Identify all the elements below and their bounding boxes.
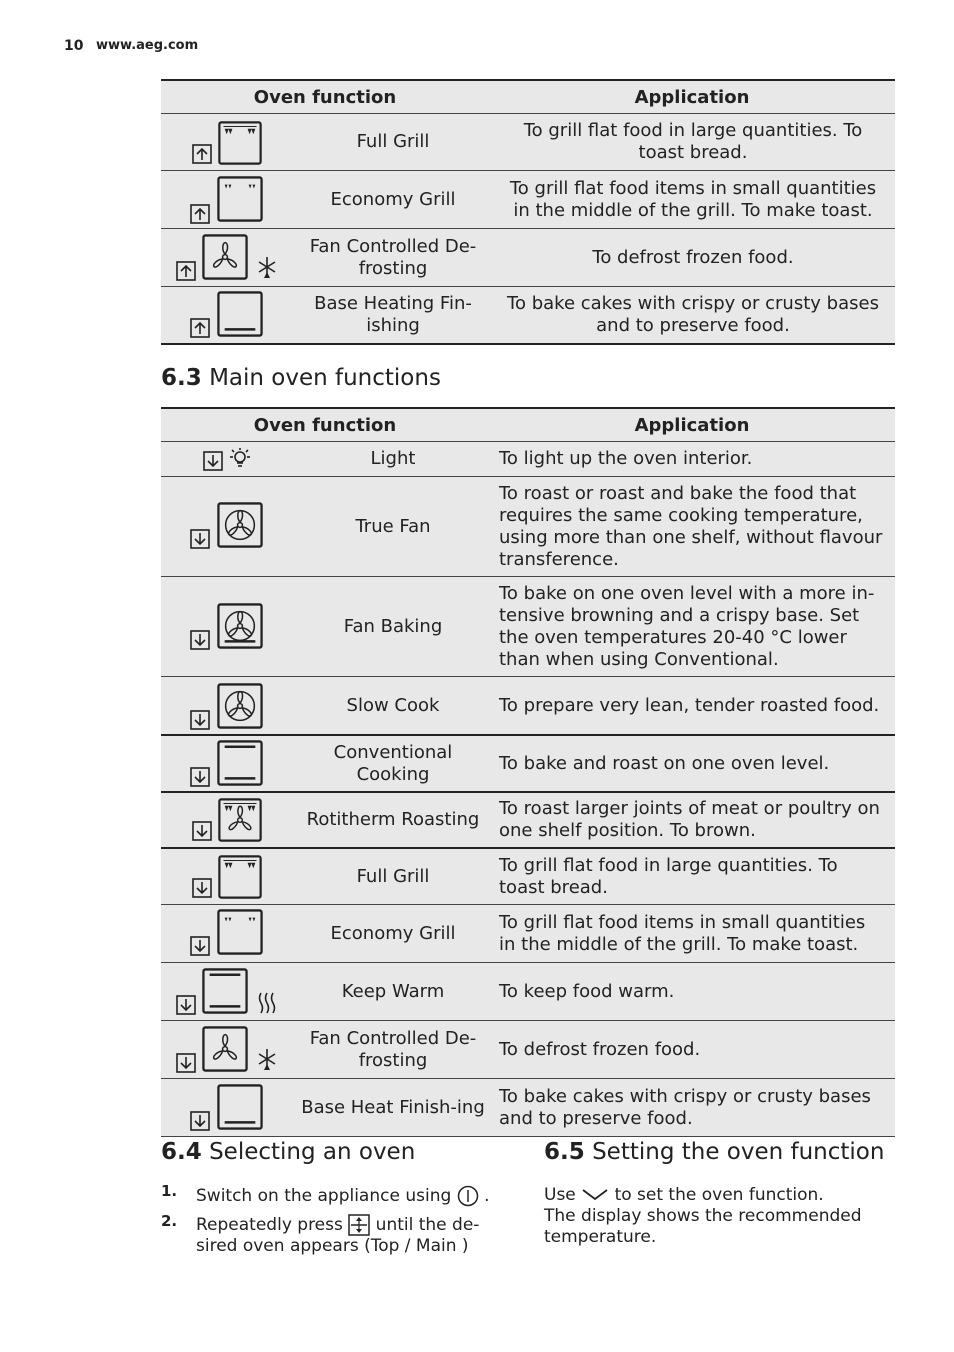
chevron-down-icon [581,1188,609,1202]
function-name: Fan Controlled De-frosting [309,235,477,279]
step-text-before: Repeatedly press [196,1215,343,1235]
table-row [161,477,895,577]
function-application: To defrost frozen food. [592,246,794,268]
economy-grill-icon [161,905,297,962]
section-title: Main oven functions [209,365,441,391]
step-number: 1. [161,1182,178,1200]
step-text [196,1185,506,1207]
table-row [161,229,895,287]
section-number: 6.3 [161,365,202,391]
page-number: 10 [64,38,84,54]
function-application: To grill flat food in large quantities. To toast bread. [523,120,863,163]
function-application: To bake cakes with crispy or crusty bases and to preserve food. [499,1085,871,1129]
function-name: Rotitherm Roasting [306,809,480,830]
step-text-before: Switch on the appliance using [196,1186,452,1206]
col-header-application: Application [634,86,750,108]
function-application: To bake on one oven level with a more in-tensive browning and a crispy base. Set the oven temperatures 20-40 °C lower than when using Conventional. [499,582,875,670]
table-row [161,287,895,345]
function-application: To roast or roast and bake the food that requires the same cooking temperature, using more than one shelf, without flavour transference. [499,482,883,570]
function-name: Full Grill [356,865,430,887]
table-row [161,849,895,905]
main-functions-table [161,407,895,1137]
table-row [161,963,895,1021]
function-name: Full Grill [356,131,430,152]
conventional-icon [161,736,297,791]
step-text [196,1214,516,1257]
step-text-after: . [484,1186,490,1206]
fan-defrost-icon [161,229,297,286]
table-row [161,114,895,171]
step-text-after: until the de- [375,1215,480,1235]
function-application: To prepare very lean, tender roasted food. [499,694,880,716]
section-6-3-heading [161,365,441,391]
text-line2: The display shows the recommended [544,1206,862,1226]
section-6-5-heading [544,1139,884,1165]
text-after: to set the oven function. [614,1185,824,1205]
keep-warm-icon [161,963,297,1020]
table-row [161,1079,895,1137]
function-application: To grill flat food items in small quantities in the middle of the grill. To make toast. [509,177,877,221]
true-fan-icon [161,477,297,576]
slow-cook-icon [161,677,297,734]
function-name: Light [370,448,416,469]
function-application: To roast larger joints of meat or poultry on one shelf position. To brown. [499,798,880,841]
table-row [161,793,895,849]
light-icon [161,442,297,476]
function-application: To defrost frozen food. [499,1038,701,1060]
function-name: Economy Grill [330,922,456,944]
table-row [161,1021,895,1079]
base-heat-icon [161,1079,297,1136]
section-title: Setting the oven function [592,1139,885,1165]
section-title: Selecting an oven [209,1139,416,1165]
table-header [161,409,895,442]
function-name: Keep Warm [341,980,445,1002]
step-number: 2. [161,1212,178,1230]
function-application: To grill flat food items in small quantities in the middle of the grill. To make toast. [499,911,866,955]
col-header-application: Application [634,414,750,436]
fan-baking-icon [161,577,297,676]
table-header [161,81,895,114]
function-name: Base Heat Finish-ing [301,1096,485,1118]
function-application: To bake and roast on one oven level. [499,752,830,774]
power-icon [457,1185,479,1207]
function-application: To grill flat food in large quantities. To toast bread. [499,854,838,898]
function-name: Fan Controlled De-frosting [309,1027,477,1071]
base-heat-icon [161,287,297,343]
col-header-function: Oven function [253,414,397,436]
site-url: www.aeg.com [96,38,199,53]
function-application: To bake cakes with crispy or crusty bases and to preserve food. [507,293,879,336]
full-grill-icon [161,849,297,904]
table-row [161,736,895,793]
top-functions-table [161,79,895,345]
economy-grill-icon [161,171,297,228]
function-name: Fan Baking [343,615,443,637]
section-6-5-text [544,1185,904,1248]
function-name: Conventional Cooking [333,741,453,785]
oven-select-icon [348,1214,370,1236]
function-name: Economy Grill [330,188,456,210]
full-grill-icon [161,114,297,170]
table-row [161,677,895,736]
function-application: To light up the oven interior. [499,448,753,469]
table-row [161,577,895,677]
function-application: To keep food warm. [499,980,675,1002]
function-name: True Fan [355,515,431,537]
text-line3: temperature. [544,1227,657,1247]
table-row [161,905,895,963]
step-text-line2: sired oven appears (Top / Main ) [196,1236,469,1256]
section-number: 6.4 [161,1139,202,1165]
function-name: Slow Cook [346,694,440,716]
fan-defrost-icon [161,1021,297,1078]
text-before: Use [544,1185,576,1205]
section-6-4-heading [161,1139,415,1165]
rotitherm-icon [161,793,297,847]
function-name: Base Heating Fin-ishing [314,293,472,336]
section-number: 6.5 [544,1139,585,1165]
table-row [161,442,895,477]
table-row [161,171,895,229]
col-header-function: Oven function [253,86,397,108]
